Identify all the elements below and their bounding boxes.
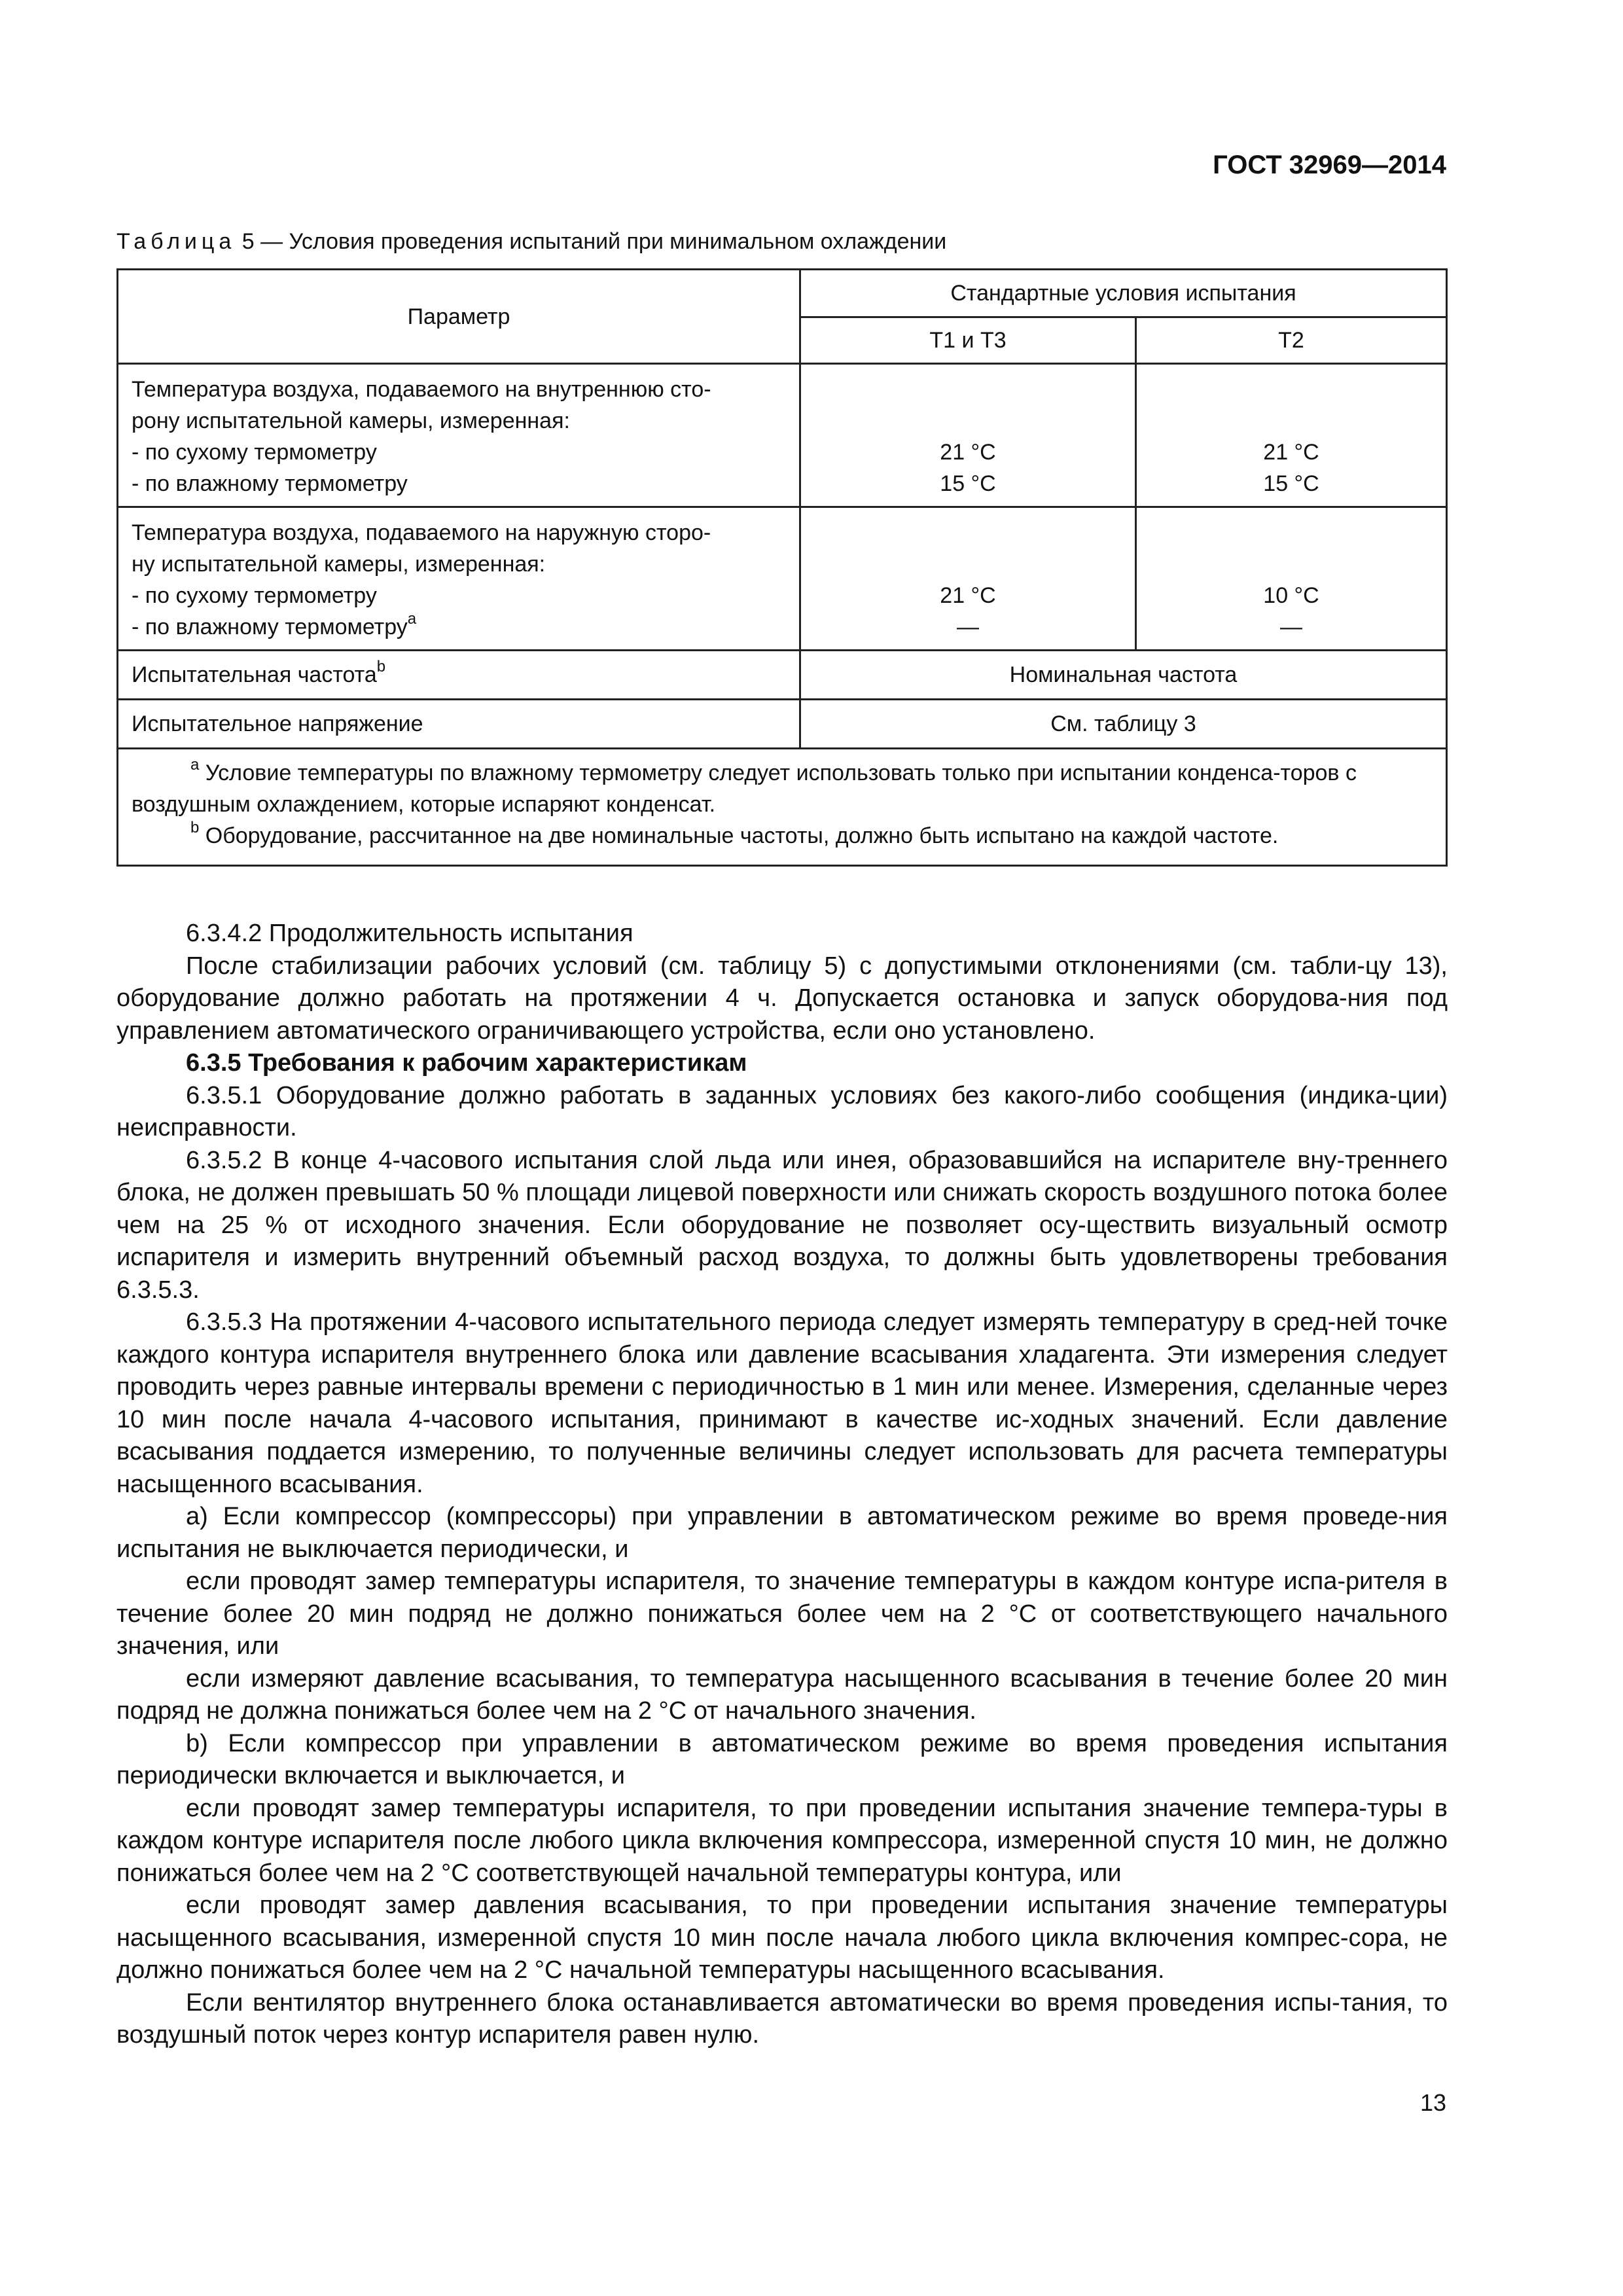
- document-standard-number: ГОСТ 32969—2014: [1213, 151, 1446, 179]
- footnote-mark: b: [376, 657, 386, 675]
- dry-bulb-label: - по сухому термометру: [132, 583, 377, 608]
- indoor-t2-values: [1136, 364, 1447, 507]
- section-heading-6-3-4-2: 6.3.4.2 Продолжительность испытания: [186, 920, 633, 947]
- section-heading-6-3-5: 6.3.5 Требования к рабочим характеристикам: [186, 1049, 747, 1077]
- table-footnotes-row: [118, 749, 1447, 866]
- paragraph: Если вентилятор внутреннего блока останавливается автоматически во время проведения испы-тания, то воздушный поток через контур испарителя равен нулю.: [116, 1988, 1448, 2049]
- body-text: [116, 918, 1448, 2052]
- table-caption: [116, 229, 946, 255]
- test-voltage-parameter: Испытательное напряжение: [118, 700, 800, 749]
- outdoor-t2-values: [1136, 507, 1447, 651]
- paragraph: b) Если компрессор при управлении в автоматическом режиме во время проведения испытания периодически включается и выключается, и: [116, 1729, 1448, 1789]
- value-wet-bulb: 15 °С: [940, 471, 996, 496]
- table-footnotes: [118, 749, 1447, 866]
- table-row: [118, 364, 1447, 507]
- paragraph: 6.3.5.2 В конце 4-часового испытания слой льда или инея, образовавшийся на испарителе вну-треннего блока, не должен превышать 50 % площади лицевой поверхности или снижать скорость воздушного потока более чем на 25 % от исходного значения. Если оборудование не позволяет осу-ществить визуальный осмотр испарителя и измерить внутренний объемный расход воздуха, то должны быть удовлетворены требования 6.3.5.3.: [116, 1146, 1448, 1304]
- test-frequency-parameter: Испытательная частота$^b$: [118, 651, 800, 700]
- table-row: [118, 651, 1447, 700]
- paragraph: если проводят замер давления всасывания, то при проведении испытания значение температуры насыщенного всасывания, измеренной спустя 10 мин после начала любого цикла включения компрес-сора, не должно понижаться более чем на 2 °С начальной температуры насыщенного всасывания.: [116, 1892, 1448, 1984]
- value-dry-bulb: 21 °С: [940, 440, 996, 465]
- wet-bulb-label: - по влажному термометру: [132, 471, 408, 496]
- table-row: [118, 700, 1447, 749]
- paragraph: a) Если компрессор (компрессоры) при управлении в автоматическом режиме во время проведе-ния испытания не выключается периодически, и: [116, 1503, 1448, 1563]
- value-dry-bulb: 10 °С: [1263, 583, 1319, 608]
- paragraph: После стабилизации рабочих условий (см. таблицу 5) с допустимыми отклонениями (см. табли-цу 13), оборудование должно работать на протяжении 4 ч. Допускается остановка и запуск оборудова-ния под управлением автоматического ограничивающего устройства, если оно установлено.: [116, 952, 1448, 1045]
- paragraph: если измеряют давление всасывания, то температура насыщенного всасывания в течение более 20 мин подряд не должна понижаться более чем на 2 °С от начального значения.: [116, 1664, 1448, 1725]
- footnote-b: $^b$ Оборудование, рассчитанное на две номинальные частоты, должно быть испытано на каждой частоте.: [190, 818, 1279, 848]
- outdoor-t1-t3-values: [800, 507, 1136, 651]
- footnote-a: $^a$ Условие температуры по влажному термометру следует использовать только при испытании конденса-торов с воздушным охлаждением, которые испаряют конденсат.: [132, 755, 1357, 817]
- value-dry-bulb: 21 °С: [1263, 440, 1319, 465]
- table-row: [118, 507, 1447, 651]
- value-wet-bulb: —: [1280, 615, 1302, 639]
- footnote-mark: a: [407, 609, 417, 628]
- paragraph: если проводят замер температуры испарителя, то при проведении испытания значение темпера-туры в каждом контуре испарителя после любого цикла включения компрессора, измеренной спустя 10 мин, не должно понижаться более чем на 2 °С соответствующей начальной температуры контура, или: [116, 1794, 1448, 1887]
- indoor-air-temperature-parameter: Температура воздуха, подаваемого на внутреннюю сто- рону испытательной камеры, измеренная: - по сухому термометру - по влажному термометру: [118, 364, 800, 507]
- test-conditions-table: [116, 268, 1448, 867]
- outdoor-air-temperature-parameter: Температура воздуха, подаваемого на наружную сторо- ну испытательной камеры, измеренная: - по сухому термометру - по влажному термометру$^a$: [118, 507, 800, 651]
- paragraph: 6.3.5.1 Оборудование должно работать в заданных условиях без какого-либо сообщения (индика-ции) неисправности.: [116, 1081, 1448, 1141]
- paragraph: 6.3.5.3 На протяжении 4-часового испытательного периода следует измерять температуру в сред-ней точке каждого контура испарителя внутреннего блока или давление всасывания хладагента. Эти измерения следует проводить через равные интервалы времени с периодичностью в 1 мин или менее. Измерения, сделанные через 10 мин после начала 4-часового испытания, принимают в качестве ис-ходных значений. Если давление всасывания поддается измерению, то полученные величины следует использовать для расчета температуры насыщенного всасывания.: [116, 1308, 1448, 1498]
- paragraph: если проводят замер температуры испарителя, то значение температуры в каждом контуре испа-рителя в течение более 20 мин подряд не должно понижаться более чем на 2 °С от соответствующего начального значения, или: [116, 1568, 1448, 1660]
- test-frequency-value: Номинальная частота: [800, 651, 1447, 700]
- test-voltage-value: См. таблицу 3: [800, 700, 1447, 749]
- wet-bulb-label: - по влажному термометру$^a$: [132, 609, 417, 639]
- dry-bulb-label: - по сухому термометру: [132, 440, 377, 465]
- column-header-t1-t3: Т1 и Т3: [800, 317, 1136, 364]
- value-dry-bulb: 21 °С: [940, 583, 996, 608]
- indoor-t1-t3-values: [800, 364, 1136, 507]
- page-number: 13: [1419, 2089, 1446, 2116]
- value-wet-bulb: —: [957, 615, 979, 639]
- value-wet-bulb: 15 °С: [1263, 471, 1319, 496]
- column-header-parameter: Параметр: [118, 270, 800, 364]
- table-caption-label: Таблица: [116, 229, 236, 254]
- column-header-standard-conditions: Стандартные условия испытания: [800, 270, 1447, 317]
- column-header-t2: Т2: [1136, 317, 1447, 364]
- table-caption-title: 5 — Условия проведения испытаний при минимальном охлаждении: [236, 229, 947, 254]
